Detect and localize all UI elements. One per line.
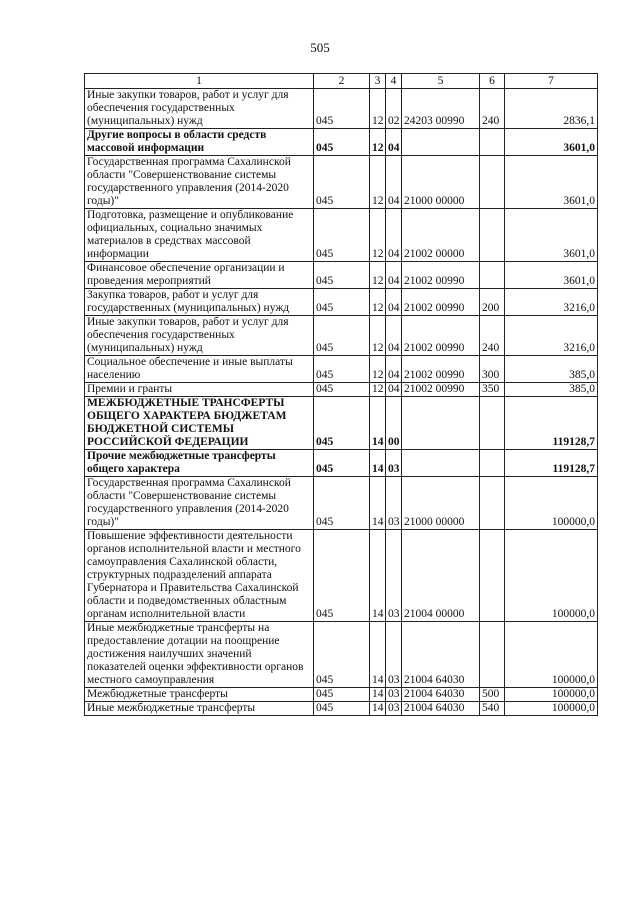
table-row [85, 289, 598, 316]
row-admin-code: 045 [314, 450, 370, 477]
row-target-article: 21002 00990 [402, 262, 480, 289]
row-name: Социальное обеспечение и иные выплаты населению [85, 356, 314, 383]
row-amount: 100000,0 [505, 622, 598, 688]
row-admin-code: 045 [314, 688, 370, 702]
header-col-1: 1 [85, 74, 314, 89]
row-name: Повышение эффективности деятельности органов исполнительной власти и местного самоуправления Сахалинской области, структурных подразделений аппарата Губернатора и Правительства Сахалинской области и подведомственных областным органам исполнительной власти [85, 530, 314, 622]
row-subsection: 03 [386, 702, 402, 716]
row-amount: 100000,0 [505, 530, 598, 622]
row-target-article: 24203 00990 [402, 89, 480, 129]
row-admin-code: 045 [314, 262, 370, 289]
row-section: 12 [370, 89, 386, 129]
row-target-article [402, 450, 480, 477]
row-admin-code: 045 [314, 129, 370, 156]
table-row [85, 156, 598, 209]
header-col-7: 7 [505, 74, 598, 89]
row-section: 12 [370, 129, 386, 156]
row-admin-code: 045 [314, 209, 370, 262]
row-admin-code: 045 [314, 397, 370, 450]
table-body [85, 89, 598, 716]
table-row [85, 209, 598, 262]
table-row [85, 477, 598, 530]
row-expense-type [480, 397, 505, 450]
row-admin-code: 045 [314, 356, 370, 383]
row-subsection: 00 [386, 397, 402, 450]
table-row [85, 262, 598, 289]
row-name: Государственная программа Сахалинской области "Совершенствование системы государственного управления (2014-2020 годы)" [85, 477, 314, 530]
row-amount: 3601,0 [505, 129, 598, 156]
row-section: 14 [370, 622, 386, 688]
row-target-article: 21002 00990 [402, 316, 480, 356]
row-amount: 100000,0 [505, 688, 598, 702]
row-section: 14 [370, 477, 386, 530]
row-expense-type [480, 209, 505, 262]
table-row [85, 89, 598, 129]
row-name: МЕЖБЮДЖЕТНЫЕ ТРАНСФЕРТЫ ОБЩЕГО ХАРАКТЕРА БЮДЖЕТАМ БЮДЖЕТНОЙ СИСТЕМЫ РОССИЙСКОЙ ФЕДЕРАЦИИ [85, 397, 314, 450]
row-name: Другие вопросы в области средств массовой информации [85, 129, 314, 156]
row-subsection: 04 [386, 209, 402, 262]
row-subsection: 04 [386, 156, 402, 209]
budget-table [84, 73, 598, 716]
row-subsection: 04 [386, 316, 402, 356]
row-amount: 119128,7 [505, 450, 598, 477]
row-target-article [402, 397, 480, 450]
row-target-article: 21000 00000 [402, 477, 480, 530]
row-amount: 2836,1 [505, 89, 598, 129]
row-subsection: 04 [386, 289, 402, 316]
header-col-5: 5 [402, 74, 480, 89]
row-expense-type [480, 262, 505, 289]
table-row [85, 530, 598, 622]
table-row [85, 383, 598, 397]
row-expense-type: 500 [480, 688, 505, 702]
row-name: Межбюджетные трансферты [85, 688, 314, 702]
row-admin-code: 045 [314, 289, 370, 316]
row-subsection: 03 [386, 530, 402, 622]
row-subsection: 04 [386, 262, 402, 289]
table-row [85, 129, 598, 156]
row-target-article: 21004 00000 [402, 530, 480, 622]
row-section: 14 [370, 450, 386, 477]
row-name: Иные межбюджетные трансферты [85, 702, 314, 716]
row-amount: 3601,0 [505, 262, 598, 289]
row-section: 12 [370, 356, 386, 383]
row-section: 14 [370, 530, 386, 622]
row-subsection: 03 [386, 622, 402, 688]
row-expense-type: 300 [480, 356, 505, 383]
row-expense-type: 540 [480, 702, 505, 716]
row-subsection: 03 [386, 477, 402, 530]
row-admin-code: 045 [314, 316, 370, 356]
row-subsection: 04 [386, 356, 402, 383]
row-expense-type [480, 450, 505, 477]
row-target-article: 21002 00000 [402, 209, 480, 262]
row-expense-type [480, 156, 505, 209]
table-row [85, 397, 598, 450]
row-name: Премии и гранты [85, 383, 314, 397]
row-section: 12 [370, 209, 386, 262]
row-target-article: 21004 64030 [402, 688, 480, 702]
row-name: Закупка товаров, работ и услуг для государственных (муниципальных) нужд [85, 289, 314, 316]
header-col-4: 4 [386, 74, 402, 89]
row-target-article: 21002 00990 [402, 356, 480, 383]
row-admin-code: 045 [314, 530, 370, 622]
row-admin-code: 045 [314, 477, 370, 530]
row-target-article: 21002 00990 [402, 383, 480, 397]
row-section: 12 [370, 289, 386, 316]
row-section: 12 [370, 262, 386, 289]
row-admin-code: 045 [314, 622, 370, 688]
row-subsection: 04 [386, 129, 402, 156]
row-amount: 3216,0 [505, 289, 598, 316]
row-section: 14 [370, 702, 386, 716]
table-row [85, 450, 598, 477]
page-number: 505 [310, 40, 330, 55]
row-expense-type [480, 530, 505, 622]
row-name: Иные закупки товаров, работ и услуг для обеспечения государственных (муниципальных) нужд [85, 89, 314, 129]
row-section: 12 [370, 383, 386, 397]
row-section: 12 [370, 156, 386, 209]
row-name: Подготовка, размещение и опубликование официальных, социально значимых материалов в средствах массовой информации [85, 209, 314, 262]
row-name: Прочие межбюджетные трансферты общего характера [85, 450, 314, 477]
row-name: Финансовое обеспечение организации и проведения мероприятий [85, 262, 314, 289]
row-admin-code: 045 [314, 89, 370, 129]
row-subsection: 03 [386, 450, 402, 477]
header-col-6: 6 [480, 74, 505, 89]
header-col-2: 2 [314, 74, 370, 89]
row-amount: 3216,0 [505, 316, 598, 356]
table-row [85, 356, 598, 383]
row-admin-code: 045 [314, 383, 370, 397]
row-expense-type [480, 129, 505, 156]
row-expense-type: 240 [480, 89, 505, 129]
row-subsection: 04 [386, 383, 402, 397]
row-amount: 3601,0 [505, 209, 598, 262]
row-subsection: 02 [386, 89, 402, 129]
row-amount: 100000,0 [505, 702, 598, 716]
row-subsection: 03 [386, 688, 402, 702]
row-expense-type: 200 [480, 289, 505, 316]
row-admin-code: 045 [314, 156, 370, 209]
row-amount: 3601,0 [505, 156, 598, 209]
row-target-article: 21004 64030 [402, 622, 480, 688]
row-target-article: 21000 00000 [402, 156, 480, 209]
row-expense-type: 350 [480, 383, 505, 397]
row-name: Иные закупки товаров, работ и услуг для обеспечения государственных (муниципальных) нужд [85, 316, 314, 356]
row-name: Государственная программа Сахалинской области "Совершенствование системы государственного управления (2014-2020 годы)" [85, 156, 314, 209]
row-name: Иные межбюджетные трансферты на предоставление дотации на поощрение достижения наилучших значений показателей оценки эффективности органов местного самоуправления [85, 622, 314, 688]
row-expense-type [480, 477, 505, 530]
row-amount: 385,0 [505, 383, 598, 397]
row-expense-type [480, 622, 505, 688]
row-amount: 385,0 [505, 356, 598, 383]
table-row [85, 688, 598, 702]
row-section: 14 [370, 397, 386, 450]
row-amount: 119128,7 [505, 397, 598, 450]
row-expense-type: 240 [480, 316, 505, 356]
table-row [85, 702, 598, 716]
row-section: 14 [370, 688, 386, 702]
row-admin-code: 045 [314, 702, 370, 716]
row-target-article [402, 129, 480, 156]
row-target-article: 21004 64030 [402, 702, 480, 716]
row-target-article: 21002 00990 [402, 289, 480, 316]
header-col-3: 3 [370, 74, 386, 89]
table-row [85, 622, 598, 688]
table-row [85, 316, 598, 356]
row-amount: 100000,0 [505, 477, 598, 530]
header-row [85, 74, 598, 89]
row-section: 12 [370, 316, 386, 356]
